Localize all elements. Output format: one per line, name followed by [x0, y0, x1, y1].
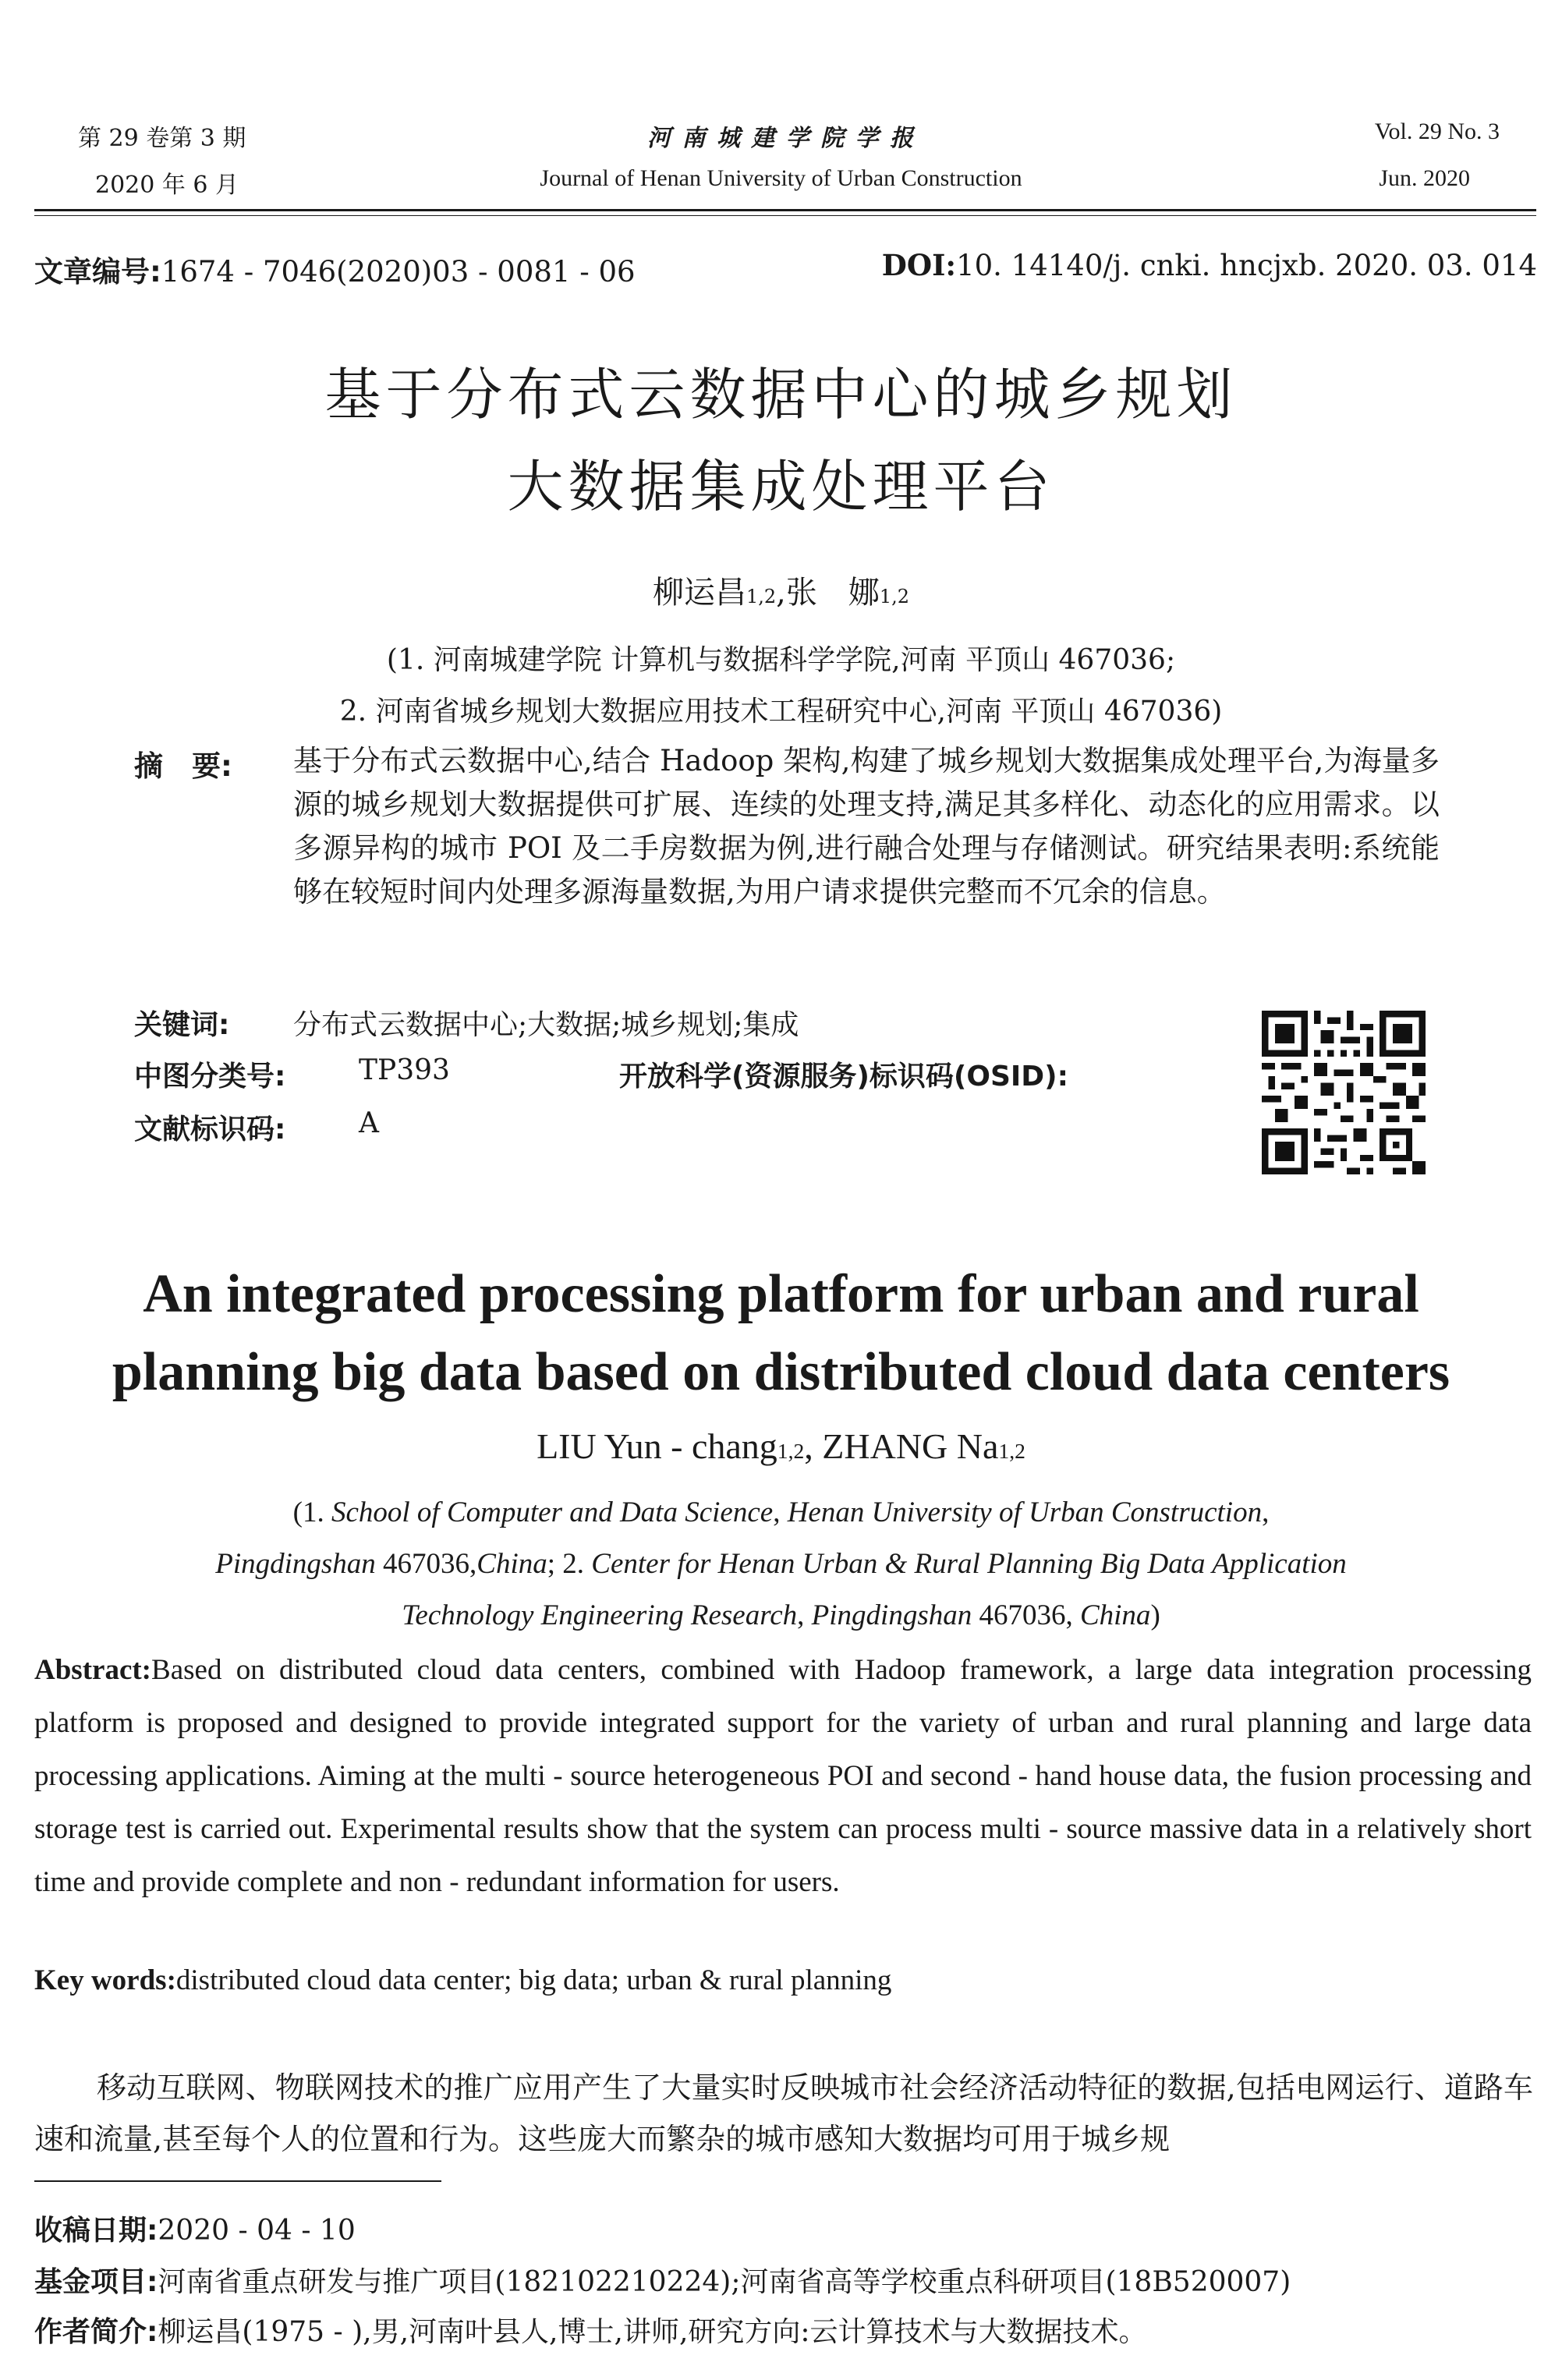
abstract-en-label: Abstract: [34, 1654, 152, 1686]
journal-name-cn: 河 南 城 建 学 院 学 报 [646, 125, 916, 152]
body-paragraph: 移动互联网、物联网技术的推广应用产生了大量实时反映城市社会经济活动特征的数据,包括电网运行、道路车速和流量,甚至每个人的位置和行为。这些庞大而繁杂的城市感知大数据均可用于城乡规 [34, 2070, 1533, 2156]
affiliation-en-line3 [0, 1599, 1562, 1632]
doi [882, 248, 1537, 282]
aff3-city: Pingdingshan [811, 1599, 972, 1631]
footnote-received [34, 2208, 356, 2248]
aff3-zip: 467036, [972, 1599, 1080, 1631]
publication-date: 2020 年 6 月 [95, 172, 239, 199]
keywords-en-label: Key words: [34, 1964, 176, 1996]
aff3-tech: Technology Engineering Research [402, 1599, 798, 1631]
aff2-country: China [476, 1548, 547, 1580]
abstract-en-text: Based on distributed cloud data centers, combined with Hadoop framework, a large data integration processing platform is proposed and designed to provide integrated support for the variety of urban and rural planning and large data processing applications. Aiming at the multi - source heterogeneous POI and second - hand house data, the fusion processing and storage test is carried out. Experimental results show that the system can process multi - source massive data in a relatively short time and provide complete and non - redundant information for users. [34, 1654, 1532, 1898]
author-bio-value: 柳运昌(1975 - ),男,河南叶县人,博士,讲师,研究方向:云计算技术与大数据技术。 [158, 2316, 1147, 2348]
footnote-author [34, 2310, 1147, 2350]
aff1-comma: , [1262, 1496, 1270, 1528]
header-rule-bottom [34, 215, 1536, 216]
aff2-center: Center for Henan Urban & Rural Planning Big Data Application [591, 1548, 1347, 1580]
aff2-zip: 467036, [375, 1548, 477, 1580]
doi-value: 10. 14140/j. cnki. hncjxb. 2020. 03. 014 [956, 249, 1537, 282]
authors-en [0, 1426, 1562, 1467]
clc-value: TP393 [359, 1054, 450, 1086]
keywords-en [34, 1964, 891, 1997]
affiliation-en-line2 [0, 1547, 1562, 1581]
osid-label: 开放科学(资源服务)标识码(OSID): [619, 1061, 1069, 1093]
clc-label: 中图分类号: [134, 1061, 286, 1093]
fund-value: 河南省重点研发与推广项目(182102210224);河南省高等学校重点科研项目(18B520007) [158, 2266, 1291, 2298]
aff1-sep: , [773, 1496, 788, 1528]
doc-code-label: 文献标识码: [134, 1114, 286, 1146]
fund-label: 基金项目: [34, 2266, 158, 2298]
footnote-fund [34, 2260, 1291, 2300]
footnote-rule [34, 2180, 441, 2182]
doc-code-value: A [359, 1107, 379, 1139]
author-separator-en: , [804, 1426, 823, 1466]
aff3-country: China [1079, 1599, 1151, 1631]
keywords-en-text: distributed cloud data center; big data; urban & rural planning [175, 1964, 892, 1996]
author2-cn: 张 娜 [785, 575, 880, 611]
aff3-close: ) [1150, 1599, 1160, 1631]
title-cn-line1: 基于分布式云数据中心的城乡规划 [324, 362, 1238, 427]
aff3-sep: , [797, 1599, 812, 1631]
received-value: 2020 - 04 - 10 [158, 2215, 356, 2247]
author2-cn-affil: 1,2 [879, 586, 910, 607]
aff1-open: (1. [292, 1496, 331, 1528]
author1-en: LIU Yun - chang [537, 1426, 777, 1466]
author-bio-label: 作者简介: [34, 2316, 158, 2348]
abstract-cn-label: 摘 要: [134, 749, 232, 783]
received-label: 收稿日期: [34, 2215, 158, 2247]
affiliation-cn-line1: (1. 河南城建学院 计算机与数据科学学院,河南 平顶山 467036; [386, 644, 1176, 676]
aff2-city: Pingdingshan [215, 1548, 376, 1580]
article-number [34, 248, 636, 290]
author1-cn-affil: 1,2 [746, 586, 777, 607]
date-en: Jun. 2020 [1379, 165, 1470, 191]
doi-label: DOI: [881, 248, 957, 282]
journal-name-en: Journal of Henan University of Urban Construction [540, 165, 1022, 191]
author2-en-affil: 1,2 [998, 1439, 1025, 1463]
keywords-cn-label: 关键词: [134, 1009, 230, 1041]
keywords-cn: 分布式云数据中心;大数据;城乡规划;集成 [293, 1009, 799, 1041]
volume-issue: 第 29 卷第 3 期 [78, 125, 246, 152]
abstract-cn: 基于分布式云数据中心,结合 Hadoop 架构,构建了城乡规划大数据集成处理平台,为海量多源的城乡规划大数据提供可扩展、连续的处理支持,满足其多样化、动态化的应用需求。以多源异构的城市 POI 及二手房数据为例,进行融合处理与存储测试。研究结果表明:系统能够在较短时间内处理多源海量数据,为用户请求提供完整而不冗余的信息。 [293, 744, 1440, 908]
qr-code-icon[interactable] [1262, 1011, 1426, 1174]
article-number-label: 文章编号: [34, 255, 161, 289]
aff2-mid: ; 2. [547, 1548, 592, 1580]
author1-cn: 柳运昌 [652, 575, 746, 611]
aff1-school: School of Computer and Data Science [331, 1496, 774, 1528]
affiliation-cn-line2: 2. 河南省城乡规划大数据应用技术工程研究中心,河南 平顶山 467036) [339, 696, 1223, 728]
title-cn-line2: 大数据集成处理平台 [507, 454, 1055, 519]
abstract-en [34, 1644, 1532, 1909]
author-separator-cn: , [776, 575, 786, 611]
aff1-univ: Henan University of Urban Construction [787, 1496, 1263, 1528]
vol-no-en: Vol. 29 No. 3 [1374, 119, 1500, 144]
header-rule-top [34, 209, 1536, 211]
affiliation-en-line1 [0, 1496, 1562, 1529]
article-number-value: 1674 - 7046(2020)03 - 0081 - 06 [161, 255, 636, 289]
author2-en: ZHANG Na [822, 1426, 999, 1466]
title-en-line2: planning big data based on distributed cloud data centers [112, 1342, 1450, 1402]
title-en-line1: An integrated processing platform for urban and rural [143, 1264, 1419, 1324]
author1-en-affil: 1,2 [777, 1439, 805, 1463]
authors-cn [0, 568, 1562, 612]
